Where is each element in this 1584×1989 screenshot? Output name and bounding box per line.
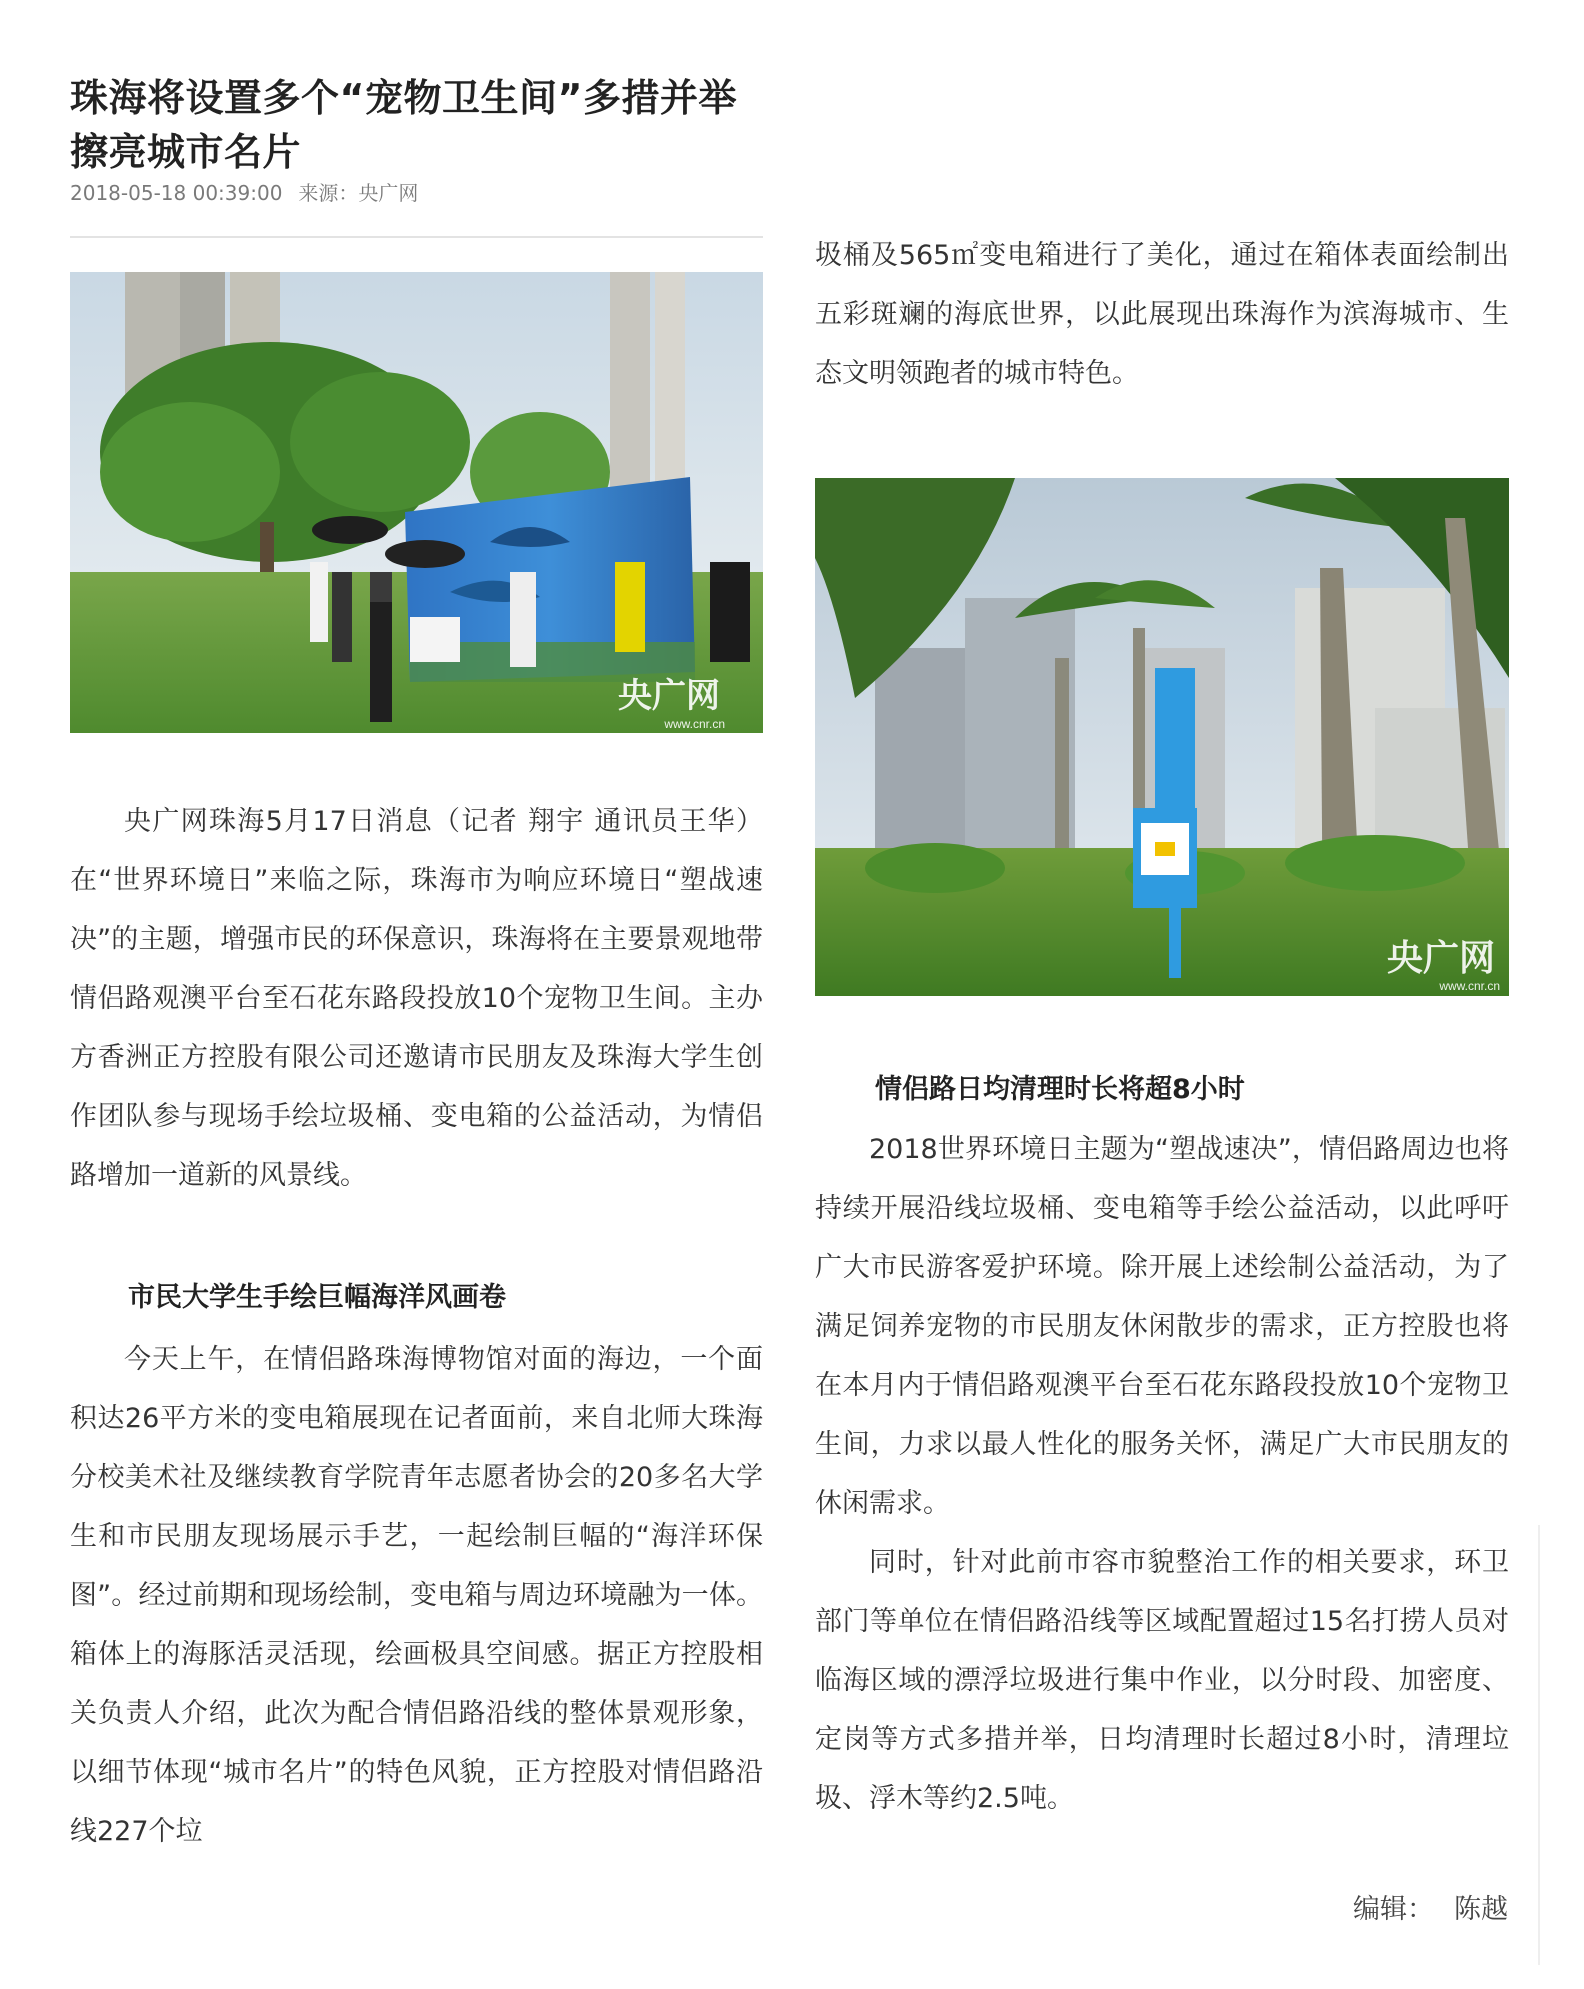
watermark-logo: 央广网 xyxy=(1386,937,1495,978)
paragraph-continued: 圾桶及565㎡变电箱进行了美化，通过在箱体表面绘制出五彩斑斓的海底世界，以此展现出珠海作为滨海城市、生态文明领跑者的城市特色。 xyxy=(815,240,1509,389)
side-divider xyxy=(1538,1525,1540,1965)
editor-credit xyxy=(1353,1890,1508,1930)
article-title: 珠海将设置多个“宠物卫生间”多措并举擦亮城市名片 xyxy=(70,76,737,175)
photo-painting-activity xyxy=(70,272,763,733)
paragraph-painting-detail: 今天上午，在情侣路珠海博物馆对面的海边，一个面积达26平方米的变电箱展现在记者面前，来自北师大珠海分校美术社及继续教育学院青年志愿者协会的20多名大学生和市民朋友现场展示手艺，一起绘制巨幅的“海洋环保图”。经过前期和现场绘制，变电箱与周边环境融为一体。箱体上的海豚活灵活现，绘画极具空间感。据正方控股相关负责人介绍，此次为配合情侣路沿线的整体景观形象，以细节体现“城市名片”的特色风貌，正方控股对情侣路沿线227个垃 xyxy=(70,1344,763,1847)
paragraph-intro: 央广网珠海5月17日消息（记者 翔宇 通讯员王华）在“世界环境日”来临之际，珠海市为响应环境日“塑战速决”的主题，增强市民的环保意识，珠海将在主要景观地带情侣路观澳平台至石花东路段投放10个宠物卫生间。主办方香洲正方控股有限公司还邀请市民朋友及珠海大学生创作团队参与现场手绘垃圾桶、变电箱的公益活动，为情侣路增加一道新的风景线。 xyxy=(70,806,763,1191)
header-divider xyxy=(70,236,763,238)
watermark-url: www.cnr.cn xyxy=(1439,979,1500,993)
watermark-logo: 央广网 xyxy=(618,677,720,715)
paragraph-environment-day: 2018世界环境日主题为“塑战速决”，情侣路周边也将持续开展沿线垃圾桶、变电箱等手绘公益活动，以此呼吁广大市民游客爱护环境。除开展上述绘制公益活动，为了满足饲养宠物的市民朋友休闲散步的需求，正方控股也将在本月内于情侣路观澳平台至石花东路段投放10个宠物卫生间，力求以最人性化的服务关怀，满足广大市民朋友的休闲需求。 xyxy=(815,1134,1509,1519)
article-meta xyxy=(70,178,418,208)
editor-label: 编辑： xyxy=(1353,1894,1434,1925)
watermark-url: www.cnr.cn xyxy=(664,717,725,731)
editor-name: 陈越 xyxy=(1454,1894,1508,1925)
paragraph-cleaning-detail: 同时，针对此前市容市貌整治工作的相关要求，环卫部门等单位在情侣路沿线等区域配置超过15名打捞人员对临海区域的漂浮垃圾进行集中作业，以分时段、加密度、定岗等方式多措并举，日均清理时长超过8小时，清理垃圾、浮木等约2.5吨。 xyxy=(815,1547,1509,1814)
subheading-students-painting: 市民大学生手绘巨幅海洋风画卷 xyxy=(128,1282,506,1313)
photo-pet-toilet-sign xyxy=(815,478,1509,996)
article-source: 来源：央广网 xyxy=(298,181,419,205)
subheading-cleaning: 情侣路日均清理时长将超8小时 xyxy=(875,1074,1245,1105)
publish-date: 2018-05-18 00:39:00 xyxy=(70,181,283,205)
